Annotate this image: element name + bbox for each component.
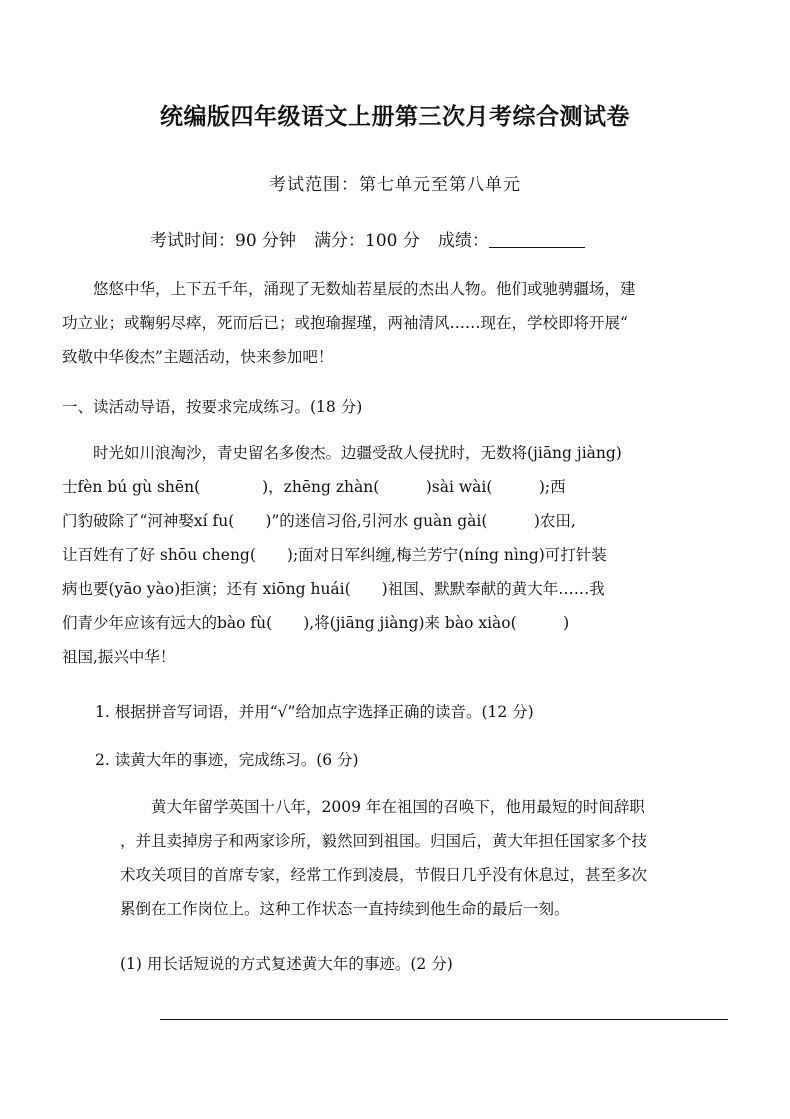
full-score: 满分：100 分 <box>314 231 420 251</box>
sub-question-1: (1) 用长话短说的方式复述黄大年的事迹。(2 分) <box>120 955 453 973</box>
page-title: 统编版四年级语文上册第三次月考综合测试卷 <box>160 104 630 130</box>
story-line: 让百姓有了好 shōu cheng( );面对日军纠缠,梅兰芳宁(níng nìng)可打针装 <box>62 546 607 564</box>
bio-line: 黄大年留学英国十八年，2009 年在祖国的召唤下，他用最短的时间辞职 <box>120 798 645 816</box>
exam-scope: 考试范围：第七单元至第八单元 <box>269 175 521 195</box>
intro-paragraph <box>62 272 742 374</box>
exam-meta <box>150 226 585 251</box>
bio-line: 累倒在工作岗位上。这种工作状态一直持续到他生命的最后一刻。 <box>120 900 570 918</box>
bio-line: 术攻关项目的首席专家，经常工作到凌晨，节假日几乎没有休息过，甚至多次 <box>120 866 648 884</box>
score-label: 成绩： <box>437 231 489 251</box>
story-line: 门豹破除了“河神娶xí fu( )”的迷信习俗,引河水 guàn gài( )农田, <box>62 512 576 530</box>
intro-line: 致敬中华俊杰”主题活动，快来参加吧！ <box>62 348 334 366</box>
story-line: 时光如川浪淘沙，青史留名多俊杰。边疆受敌人侵扰时，无数将(jiāng jiàng) <box>62 444 622 462</box>
question-1: 1. 根据拼音写词语，并用“√”给加点字选择正确的读音。(12 分) <box>95 703 534 721</box>
bio-line: ，并且卖掉房子和两家诊所，毅然回到祖国。归国后，黄大年担任国家多个技 <box>120 832 648 850</box>
story-line: 病也要(yāo yào)拒演；还有 xiōng huái( )祖国、默默奉献的黄大年……我 <box>62 580 605 598</box>
bio-paragraph <box>120 790 740 926</box>
story-line: 祖国,振兴中华！ <box>62 648 176 666</box>
intro-line: 功立业；或鞠躬尽瘁，死而后已；或抱瑜握瑾，两袖清风……现在，学校即将开展“ <box>62 314 628 332</box>
story-paragraph <box>62 436 742 674</box>
exam-time: 考试时间：90 分钟 <box>150 231 297 251</box>
question-2: 2. 读黄大年的事迹，完成练习。(6 分) <box>95 751 359 769</box>
section-heading: 一、读活动导语，按要求完成练习。(18 分) <box>62 398 363 416</box>
intro-line: 悠悠中华，上下五千年，涌现了无数灿若星辰的杰出人物。他们或驰骋疆场，建 <box>62 280 636 298</box>
story-line: 士fèn bú gù shēn( )，zhēng zhàn( )sài wài( );西 <box>62 478 566 496</box>
answer-line[interactable] <box>160 1019 728 1020</box>
story-line: 们青少年应该有远大的bào fù( ),将(jiāng jiàng)来 bào xiào( ) <box>62 614 570 632</box>
score-blank[interactable] <box>489 231 585 248</box>
